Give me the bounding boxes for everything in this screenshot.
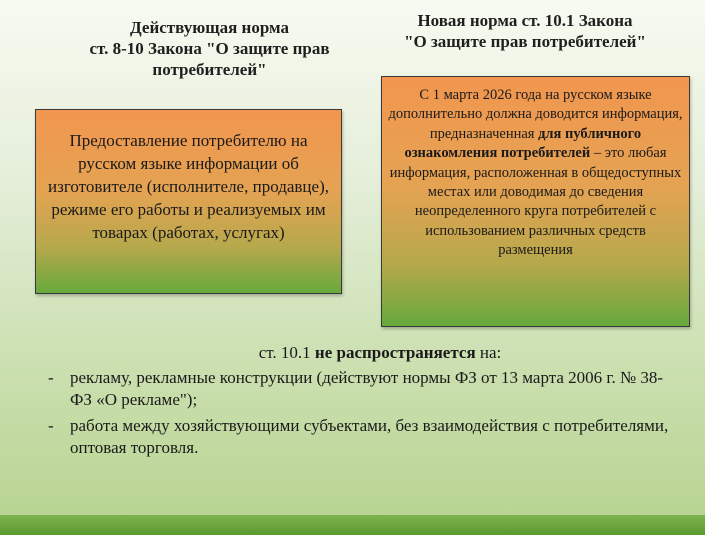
new-norm-text-part2: – это любая информация, расположенная в общедоступных местах или доводимая до сведения неопределенного круга потребителей с использованием различных средств размещения bbox=[389, 145, 682, 259]
bottom-decoration-bar bbox=[0, 515, 705, 535]
new-norm-heading-line2: "О защите прав потребителей" bbox=[404, 32, 646, 51]
current-norm-heading-line2: ст. 8-10 Закона "О защите прав bbox=[89, 39, 330, 58]
exceptions-intro-bold: не распространяется bbox=[314, 343, 476, 362]
new-norm-box bbox=[381, 76, 690, 327]
exceptions-intro-prefix: ст. 10.1 bbox=[258, 343, 315, 362]
list-item-text: работа между хозяйствующими субъектами, без взаимодействия с потребителями, оптовая торговля. bbox=[70, 416, 669, 457]
list-item bbox=[40, 367, 680, 411]
current-norm-box bbox=[35, 109, 342, 294]
list-item-text: рекламу, рекламные конструкции (действуют нормы ФЗ от 13 марта 2006 г. № 38-ФЗ «О рекламе"); bbox=[70, 368, 664, 409]
exceptions-section bbox=[40, 342, 680, 463]
new-norm-text-bold: для публичного ознакомления потребителей bbox=[404, 125, 642, 162]
new-norm-heading-line1: Новая норма ст. 10.1 Закона bbox=[417, 11, 633, 30]
current-norm-heading bbox=[52, 17, 367, 80]
bullet-dash: - bbox=[48, 368, 54, 387]
list-item bbox=[40, 415, 680, 459]
current-norm-heading-line3: потребителей" bbox=[152, 60, 267, 79]
new-norm-heading bbox=[370, 10, 680, 52]
bullet-dash: - bbox=[48, 416, 54, 435]
current-norm-text: Предоставление потребителю на русском языке информации об изготовителе (исполнителе, продавце), режиме его работы и реализуемых им товарах (работах, услугах) bbox=[48, 131, 329, 242]
exceptions-intro-suffix: на: bbox=[475, 343, 502, 362]
exceptions-list bbox=[40, 367, 680, 459]
exceptions-intro bbox=[40, 342, 680, 364]
current-norm-heading-line1: Действующая норма bbox=[130, 18, 289, 37]
new-norm-text-part1: С 1 марта 2026 года на русском языке дополнительно должна доводится информация, предназначенная bbox=[388, 87, 683, 142]
